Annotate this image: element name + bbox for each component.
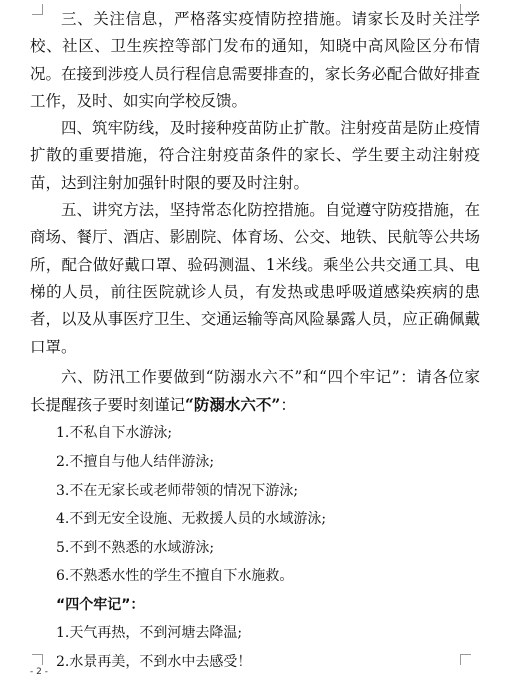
list-item: 3.不在无家长或老师带领的情况下游泳;	[56, 482, 299, 499]
list-item: 1.天气再热，不到河塘去降温;	[56, 625, 243, 642]
list-item: 6.不熟悉水性的学生不擅自下水施救。	[56, 568, 294, 585]
section-3-paragraph: 三、关注信息，严格落实疫情防控措施。请家长及时关注学校、社区、卫生疾控等部门发布的通知，知晓中高风险区分布情况。在接到涉疫人员行程信息需要排查的，家长务必配合做好排查工作，及时、如实向学校反馈。	[30, 10, 480, 110]
four-remember-heading: “四个牢记”：	[56, 597, 145, 614]
four-remember-list	[30, 619, 480, 676]
section-6-colon: ：	[280, 396, 296, 415]
list-item: 2.水景再美，不到水中去感受！	[56, 653, 252, 670]
section-6-paragraph	[30, 364, 480, 420]
section-5-paragraph: 五、讲究方法，坚持常态化防控措施。自觉遵守防疫措施，在商场、餐厅、酒店、影剧院、体育场、公交、地铁、民航等公共场所，配合做好戴口罩、验码测温、1米线。乘坐公共交通工具、电梯的人员，前往医院就诊人员，有发热或患呼吸道感染疾病的患者，以及从事医疗卫生、交通运输等高风险暴露人员，应正确佩戴口罩。	[30, 201, 480, 356]
document-body	[30, 6, 480, 676]
list-item: 1.不私自下水游泳;	[56, 425, 173, 442]
list-item: 2.不擅自与他人结伴游泳;	[56, 454, 215, 471]
section-6-bold-term: “防溺水六不”	[185, 395, 281, 415]
list-item: 4.不到无安全设施、无救援人员的水域游泳;	[56, 511, 327, 528]
section-4-paragraph: 四、筑牢防线，及时接种疫苗防止扩散。注射疫苗是防止疫情扩散的重要措施，符合注射疫苗条件的家长、学生要主动注射疫苗，达到注射加强针时限的要及时注射。	[30, 119, 480, 192]
page-number: - 2 -	[30, 667, 48, 677]
list-item: 5.不到不熟悉的水域游泳;	[56, 539, 215, 556]
section-6-intro: 六、防汛工作要做到“防溺水六不”和“四个牢记”：请各位家长提醒孩子要时刻谨记	[30, 367, 480, 415]
six-no-list	[30, 419, 480, 591]
